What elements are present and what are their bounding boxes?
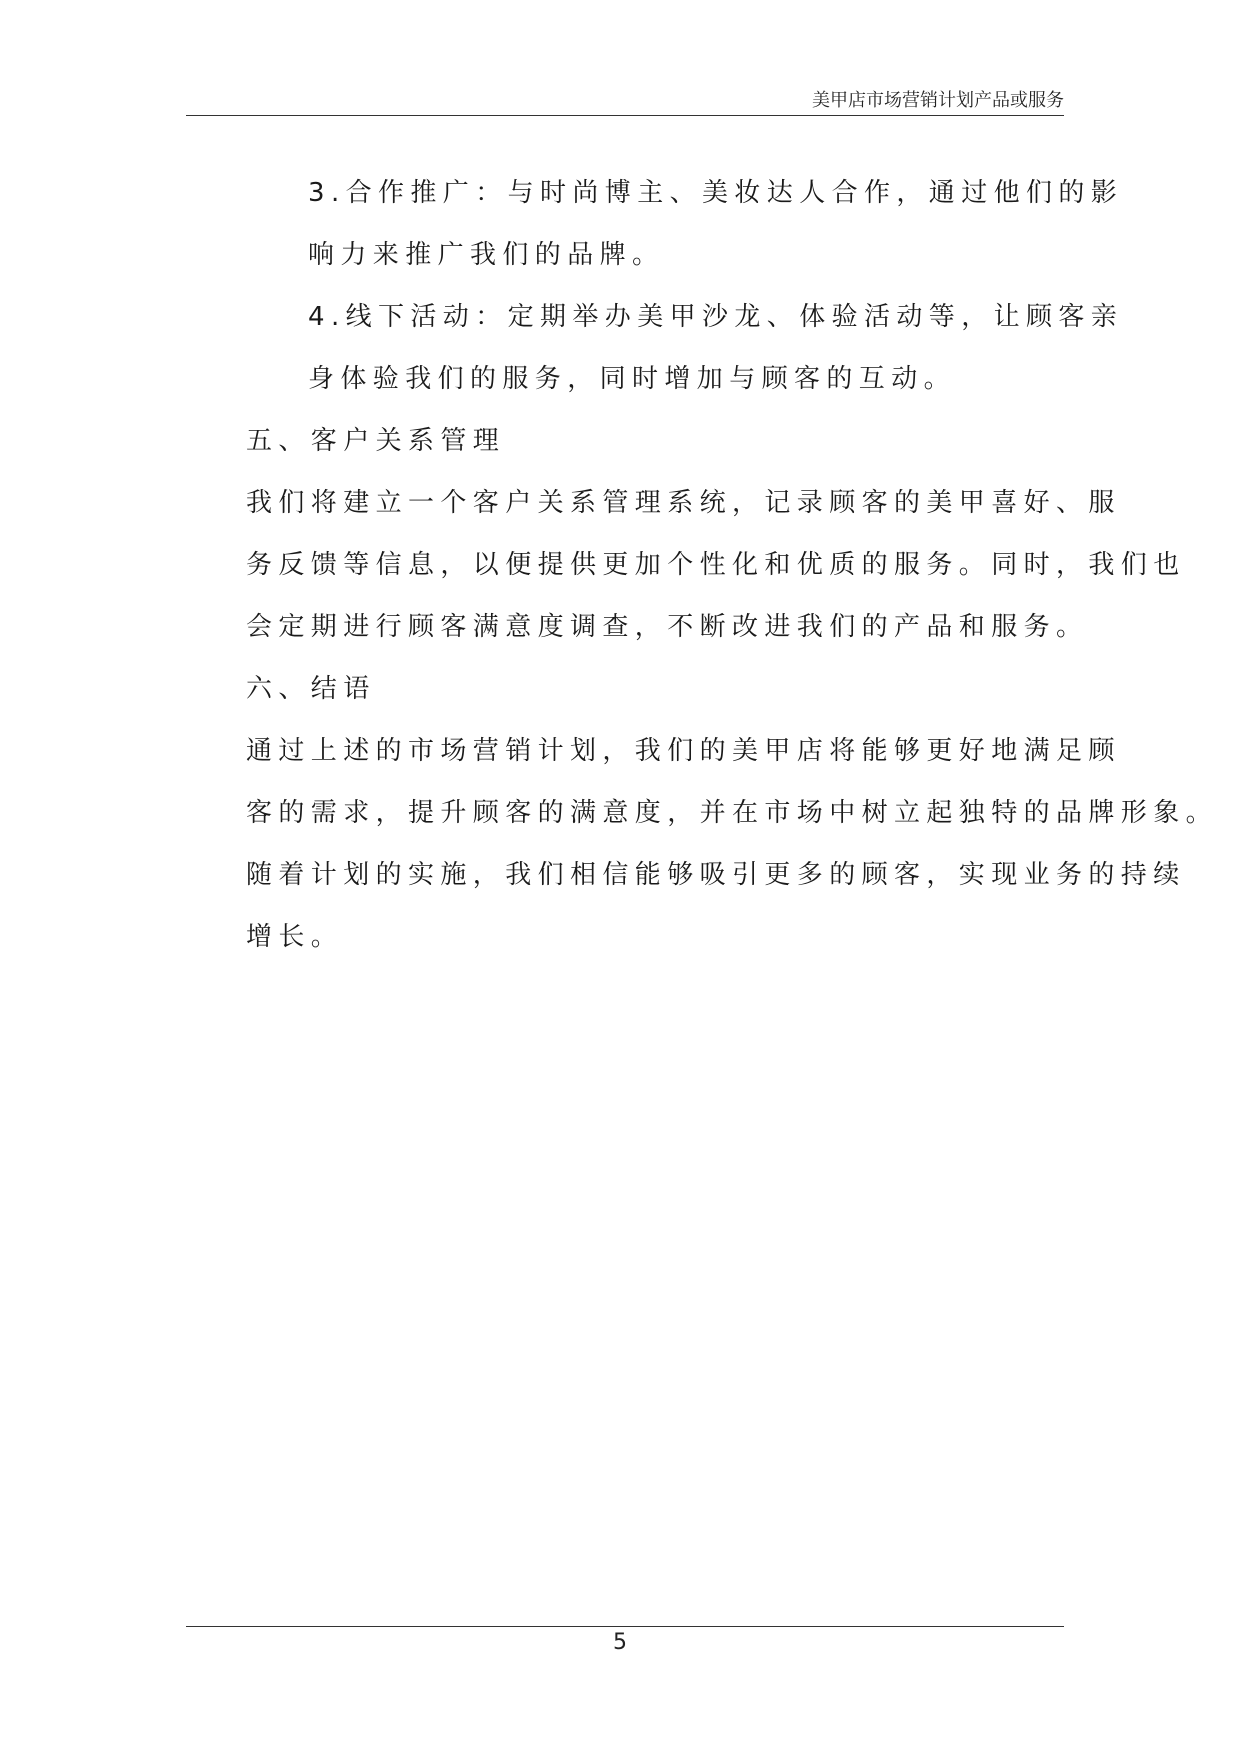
paragraph xyxy=(190,472,1186,658)
page-number: 5 xyxy=(613,1630,627,1655)
paragraph-line: 4.线下活动：定期举办美甲沙龙、体验活动等，让顾客亲 xyxy=(308,302,1124,332)
paragraph xyxy=(190,286,1124,410)
paragraph-line: 五、客户关系管理 xyxy=(246,426,506,456)
header-title: 美甲店市场营销计划产品或服务 xyxy=(812,90,1064,111)
paragraph-line: 身体验我们的服务，同时增加与顾客的互动。 xyxy=(308,364,957,394)
paragraph-line: 增长。 xyxy=(246,922,344,952)
paragraph-line: 随着计划的实施，我们相信能够吸引更多的顾客，实现业务的持续 xyxy=(246,860,1186,890)
paragraph-line: 客的需求，提升顾客的满意度，并在市场中树立起独特的品牌形象。 xyxy=(246,798,1219,828)
page-header xyxy=(186,82,1064,118)
paragraph xyxy=(190,658,1060,720)
paragraph xyxy=(190,720,1219,968)
document-body xyxy=(190,162,1219,968)
paragraph-line: 会定期进行顾客满意度调查，不断改进我们的产品和服务。 xyxy=(246,612,1089,642)
paragraph xyxy=(190,162,1124,286)
paragraph-line: 3.合作推广：与时尚博主、美妆达人合作，通过他们的影 xyxy=(308,178,1124,208)
paragraph xyxy=(190,410,1060,472)
paragraph-line: 我们将建立一个客户关系管理系统，记录顾客的美甲喜好、服 xyxy=(246,488,1121,518)
paragraph-line: 务反馈等信息，以便提供更加个性化和优质的服务。同时，我们也 xyxy=(246,550,1186,580)
paragraph-line: 通过上述的市场营销计划，我们的美甲店将能够更好地满足顾 xyxy=(246,736,1121,766)
header-divider xyxy=(186,115,1064,116)
footer-divider xyxy=(186,1626,1064,1627)
paragraph-line: 六、结语 xyxy=(246,674,376,704)
paragraph-line: 响力来推广我们的品牌。 xyxy=(308,240,665,270)
